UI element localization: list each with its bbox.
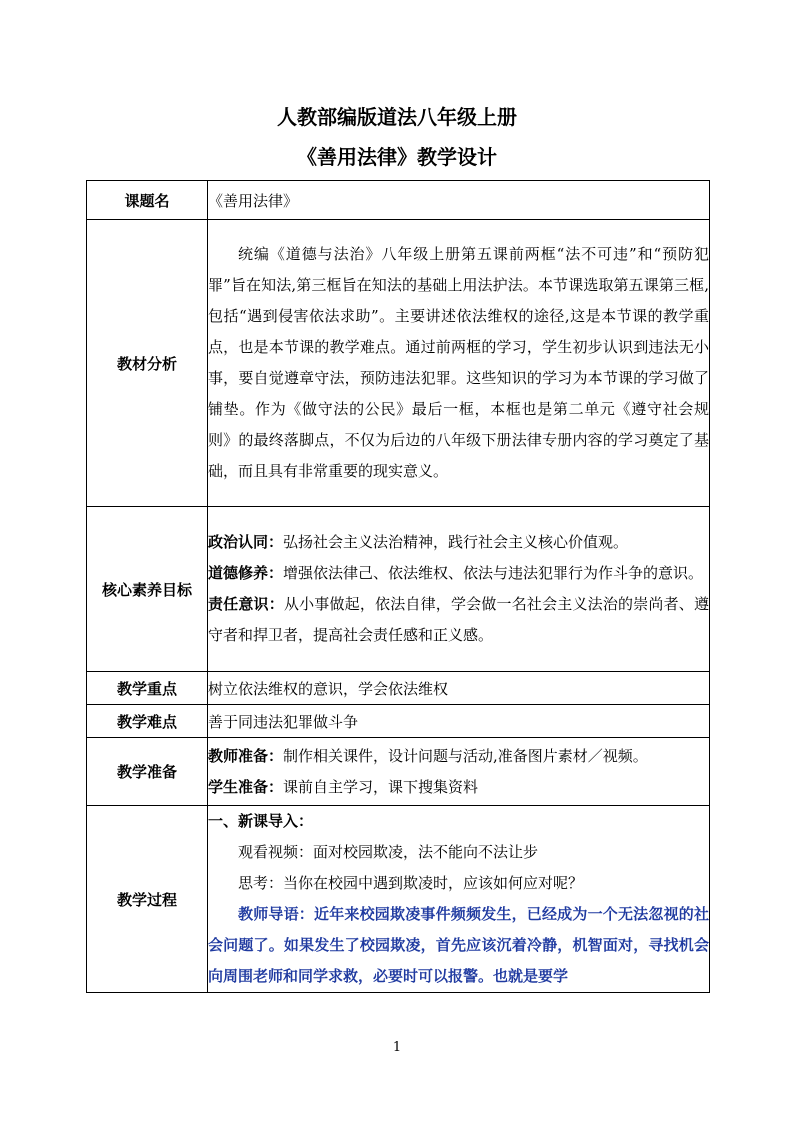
process-video: 观看视频：面对校园欺凌，法不能向不法让步 [238, 843, 539, 861]
topic-label: 课题名 [87, 181, 208, 220]
goal-text: 增强依法律己、依法维权、依法与违法犯罪行为作斗争的意识。 [283, 564, 704, 582]
goal-text: 弘扬社会主义法治精神，践行社会主义核心价值观。 [283, 533, 629, 551]
process-label: 教学过程 [87, 806, 208, 993]
table-row [87, 705, 710, 738]
preparation-cell [208, 738, 710, 806]
teacher-prep [208, 741, 709, 772]
student-prep-term: 学生准备： [208, 777, 284, 796]
goal-political [208, 527, 709, 558]
table-row [87, 672, 710, 705]
process-think: 思考：当你在校园中遇到欺凌时，应该如何应对呢？ [238, 874, 584, 892]
goal-moral [208, 558, 709, 589]
difficulty-label: 教学难点 [87, 705, 208, 738]
page-number: 1 [392, 1040, 402, 1055]
analysis-text: 统编《道德与法治》八年级上册第五课前两框“法不可违”和“预防犯罪”旨在知法,第三框旨在知法的基础上用法护法。本节课选取第五课第三框,包括“遇到侵害依法求助”。主要讲述依法维权的途径,这是本节课的教学重点，也是本节课的教学难点。通过前两框的学习，学生初步认识到违法无小事，要自觉遵章守法，预防违法犯罪。这些知识的学习为本节课的学习做了铺垫。作为《做守法的公民》最后一框，本框也是第二单元《遵守社会规则》的最终落脚点，不仅为后边的八年级下册法律专册内容的学习奠定了基础，而且具有非常重要的现实意义。 [208, 245, 709, 480]
guide-text: 近年来校园欺凌事件频频发生，已经成为一个无法忽视的社会问题了。如果发生了校园欺凌，首先应该沉着冷静，机智面对，寻找机会向周围老师和同学求救，必要时可以报警。也就是要学 [208, 905, 709, 985]
student-prep-text: 课前自主学习，课下搜集资料 [283, 777, 479, 796]
key-point-label: 教学重点 [87, 672, 208, 705]
document-subtitle: 《善用法律》教学设计 [297, 145, 497, 169]
difficulty-value: 善于同违法犯罪做斗争 [208, 705, 710, 738]
guide-wrap [208, 899, 709, 989]
analysis-cell [208, 220, 710, 507]
goal-term: 责任意识： [208, 595, 284, 613]
table-row [87, 507, 710, 672]
teacher-guide [208, 899, 709, 989]
table-row [87, 181, 710, 220]
table-row [87, 738, 710, 806]
table-row [87, 220, 710, 507]
preparation-label: 教学准备 [87, 738, 208, 806]
topic-value: 《善用法律》 [208, 181, 710, 220]
analysis-label: 教材分析 [87, 220, 208, 507]
goals-cell [208, 507, 710, 672]
goals-label: 核心素养目标 [87, 507, 208, 672]
student-prep [208, 772, 709, 803]
document-title: 人教部编版道法八年级上册 [277, 105, 517, 129]
goal-term: 政治认同： [208, 533, 284, 551]
goal-term: 道德修养： [208, 564, 284, 582]
lesson-plan-table [86, 180, 710, 993]
table-row [87, 806, 710, 993]
process-heading: 一、新课导入： [208, 812, 314, 830]
process-cell [208, 806, 710, 993]
goal-responsibility [208, 589, 709, 651]
teacher-prep-text: 制作相关课件，设计问题与活动,准备图片素材／视频。 [283, 746, 648, 765]
goal-text: 从小事做起，依法自律，学会做一名社会主义法治的崇尚者、遵守者和捍卫者，提高社会责任感和正义感。 [208, 595, 709, 644]
key-point-value: 树立依法维权的意识，学会依法维权 [208, 672, 710, 705]
teacher-prep-term: 教师准备： [208, 746, 284, 765]
guide-term: 教师导语： [238, 905, 314, 923]
